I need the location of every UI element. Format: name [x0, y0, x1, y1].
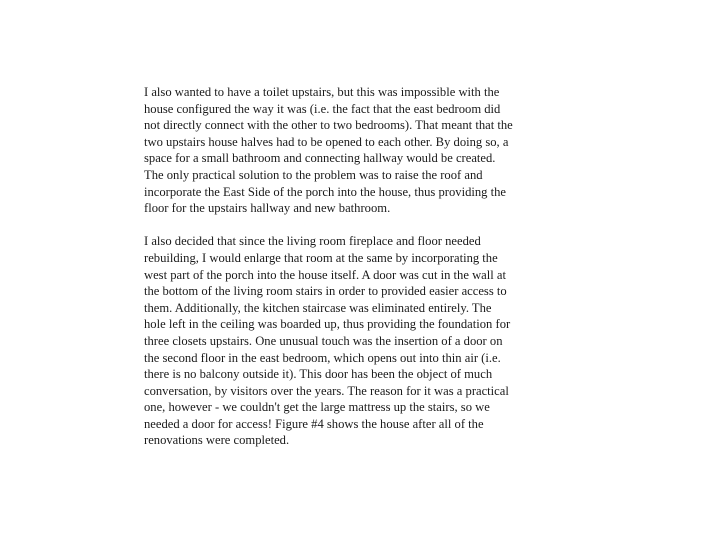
text-line: space for a small bathroom and connecting hallway would be created.	[144, 151, 496, 166]
text-line: two upstairs house halves had to be opened to each other. By doing so, a	[144, 134, 509, 149]
text-line: west part of the porch into the house itself. A door was cut in the wall at	[144, 267, 506, 282]
text-line: renovations were completed.	[144, 433, 290, 448]
text-line: one, however - we couldn't get the large mattress up the stairs, so we	[144, 400, 490, 415]
text-line: floor for the upstairs hallway and new bathroom.	[144, 201, 391, 216]
text-line: there is no balcony outside it). This door has been the object of much	[144, 367, 493, 382]
text-line: hole left in the ceiling was boarded up, thus providing the foundation for	[144, 317, 511, 332]
paragraph-toilet-upstairs	[144, 84, 564, 217]
body-text	[144, 84, 564, 449]
text-line: the second floor in the east bedroom, which opens out into thin air (i.e.	[144, 350, 501, 365]
text-line: I also decided that since the living room fireplace and floor needed	[144, 234, 481, 249]
text-line: the bottom of the living room stairs in order to provided easier access to	[144, 284, 507, 299]
text-line: I also wanted to have a toilet upstairs, but this was impossible with the	[144, 85, 500, 99]
text-line: them. Additionally, the kitchen staircase was eliminated entirely. The	[144, 300, 492, 315]
text-line: house configured the way it was (i.e. the fact that the east bedroom did	[144, 101, 501, 116]
text-line: conversation, by visitors over the years. The reason for it was a practical	[144, 383, 509, 398]
text-line: not directly connect with the other to two bedrooms). That meant that the	[144, 118, 513, 133]
text-line: three closets upstairs. One unusual touch was the insertion of a door on	[144, 333, 503, 348]
text-line: The only practical solution to the problem was to raise the roof and	[144, 167, 483, 182]
text-line: incorporate the East Side of the porch into the house, thus providing the	[144, 184, 506, 199]
text-line: rebuilding, I would enlarge that room at the same by incorporating the	[144, 250, 498, 265]
paragraph-living-room	[144, 233, 564, 449]
text-line: needed a door for access! Figure #4 shows the house after all of the	[144, 416, 484, 431]
